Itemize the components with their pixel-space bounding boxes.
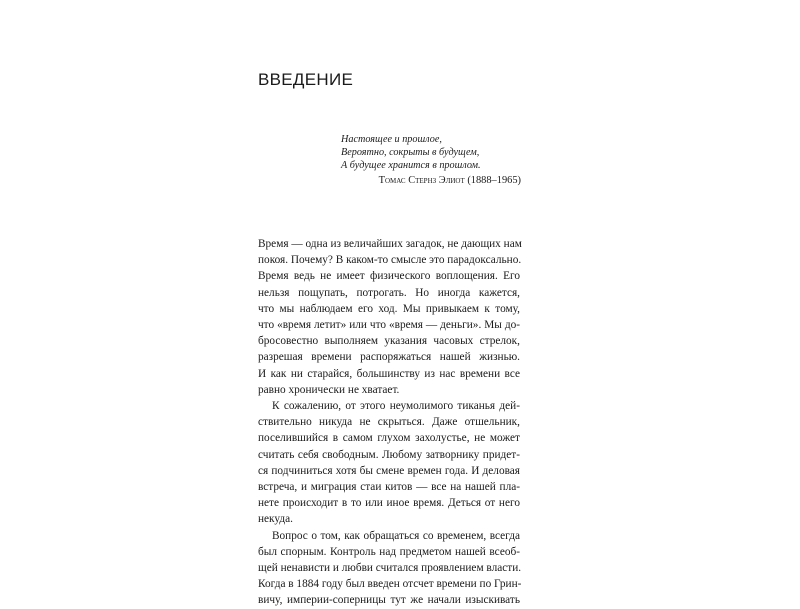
epigraph-line: Настоящее и прошлое,	[341, 134, 442, 145]
epigraph	[341, 133, 521, 187]
text-line: Время — одна из величайших загадок, не дающих нам	[258, 238, 522, 250]
text-line: нельзя пощупать, потрогать. Но иногда кажется,	[258, 286, 520, 299]
text-line: ся подчиниться хотя бы смене времен года. И деловая	[258, 464, 520, 477]
text-line: равно хронически не хватает.	[258, 383, 400, 396]
text-line: вичу, империи-соперницы тут же начали изыскивать	[258, 594, 520, 607]
text-line: что «время летит» или что «время — деньги». Мы до-	[258, 319, 520, 332]
epigraph-line: Вероятно, сокрыты в будущем,	[341, 147, 480, 159]
text-line: ствительно никуда не скрыться. Даже отшельник,	[258, 416, 520, 429]
epigraph-line: А будущее хранится в прошлом.	[341, 160, 481, 172]
text-line: был спорным. Контроль над предметом нашей всеоб-	[258, 545, 520, 558]
text-line: поселившийся в самом глухом захолустье, не может	[258, 432, 520, 445]
text-line: разрешая времени распоряжаться нашей жизнью.	[258, 351, 520, 364]
chapter-title: ВВЕДЕНИЕ	[258, 70, 354, 89]
text-line: Когда в 1884 году был введен отсчет времени по Грин-	[258, 578, 522, 591]
paragraph	[258, 528, 520, 609]
text-line: нете происходит в то или иное время. Деться от него	[258, 497, 520, 510]
text-line: встреча, и миграция стаи китов — все на нашей пла-	[258, 481, 520, 494]
paragraph	[258, 236, 520, 398]
text-line: Время ведь не имеет физического воплощения. Его	[258, 270, 520, 283]
text-line: щей ненависти и любви считался проявлением власти.	[258, 562, 522, 575]
body-text	[258, 236, 520, 609]
text-line: И как ни старайся, большинству из нас времени все	[258, 367, 520, 380]
text-line: что мы наблюдаем его ход. Мы привыкаем к тому,	[258, 302, 520, 315]
text-line: бросовестно выполняем указания часовых стрелок,	[258, 335, 520, 348]
text-line: К сожалению, от этого неумолимого тиканья дей-	[272, 400, 520, 413]
text-line: Вопрос о том, как обращаться со временем, всегда	[272, 529, 520, 542]
text-line: некуда.	[258, 513, 293, 526]
epigraph-author: Томас Стернз Элиот (1888–1965)	[378, 174, 521, 186]
text-line: покоя. Почему? В каком-то смысле это парадоксально.	[258, 254, 522, 267]
text-line: считать себя свободным. Любому затворнику придет-	[258, 448, 520, 461]
paragraph	[258, 398, 520, 528]
